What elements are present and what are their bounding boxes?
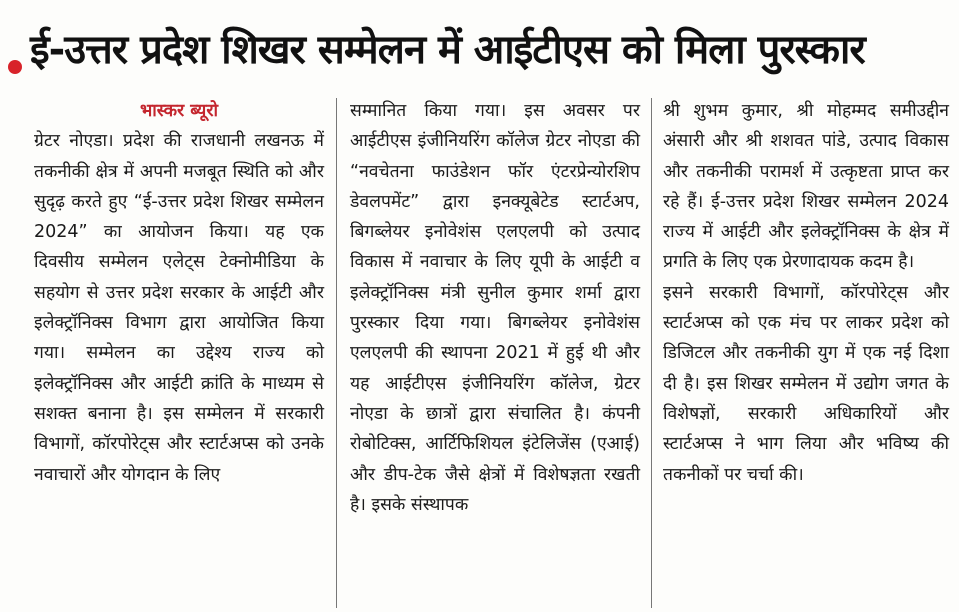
column-divider: [651, 98, 652, 608]
column-divider: [336, 98, 337, 608]
headline: ई-उत्तर प्रदेश शिखर सम्मेलन में आईटीएस को मिला पुरस्कार: [30, 27, 865, 73]
headline-row: [0, 0, 959, 100]
article-paragraph: इसने सरकारी विभागों, कॉरपोरेट्स और स्टार्टअप्स को एक मंच पर लाकर प्रदेश को डिजिटल और तकनीकी युग में एक नई दिशा दी है। इस शिखर सम्मेलन में उद्योग जगत के विशेषज्ञों, सरकारी अधिकारियों और स्टार्टअप्स ने भाग लिया और भविष्य की तकनीकों पर चर्चा की।: [663, 282, 949, 485]
article-paragraph: श्री शुभम कुमार, श्री मोहम्मद समीउद्दीन अंसारी और श्री शशवत पांडे, उत्पाद विकास और तकनीकी परामर्श में उत्कृष्टता प्राप्त कर रहे हैं। ई-उत्तर प्रदेश शिखर सम्मेलन 2024 राज्य में आईटी और इलेक्ट्रॉनिक्स के क्षेत्र में प्रगति के लिए एक प्रेरणादायक कदम है।: [663, 101, 949, 273]
article-column-3: [663, 96, 949, 490]
article-column-2: [350, 96, 640, 520]
byline: भास्कर ब्यूरो: [139, 101, 219, 121]
article-paragraph: सम्मानित किया गया। इस अवसर पर आईटीएस इंजीनियरिंग कॉलेज ग्रेटर नोएडा की “नवचेतना फाउंडेशन फॉर एंटरप्रेन्योरशिप डेवलपमेंट” द्वारा इनक्यूबेटेड स्टार्टअप, बिगब्लेयर इनोवेशंस एलएलपी को उत्पाद विकास में नवाचार के लिए यूपी के आईटी व इलेक्ट्रॉनिक्स मंत्री सुनील कुमार शर्मा द्वारा पुरस्कार दिया गया। बिगब्लेयर इनोवेशंस एलएलपी की स्थापना 2021 में हुई थी और यह आईटीएस इंजीनियरिंग कॉलेज, ग्रेटर नोएडा के छात्रों द्वारा संचालित है। कंपनी रोबोटिक्स, आर्टिफिशियल इंटेलिजेंस (एआई) और डीप-टेक जैसे क्षेत्रों में विशेषज्ञता रखती है। इसके संस्थापक: [350, 101, 640, 515]
headline-bullet-icon: [8, 60, 22, 74]
article-paragraph: ग्रेटर नोएडा। प्रदेश की राजधानी लखनऊ में तकनीकी क्षेत्र में अपनी मजबूत स्थिति को और सुदृढ़ करते हुए “ई-उत्तर प्रदेश शिखर सम्मेलन 2024” का आयोजन किया। यह एक दिवसीय सम्मेलन एलेट्स टेक्नोमीडिया के सहयोग से उत्तर प्रदेश सरकार के आईटी और इलेक्ट्रॉनिक्स विभाग द्वारा आयोजित किया गया। सम्मेलन का उद्देश्य राज्य को इलेक्ट्रॉनिक्स और आईटी क्रांति के माध्यम से सशक्त बनाना है। इस सम्मेलन में सरकारी विभागों, कॉरपोरेट्स और स्टार्टअप्स को उनके नवाचारों और योगदान के लिए: [34, 131, 324, 485]
article-column-1: [34, 96, 324, 490]
